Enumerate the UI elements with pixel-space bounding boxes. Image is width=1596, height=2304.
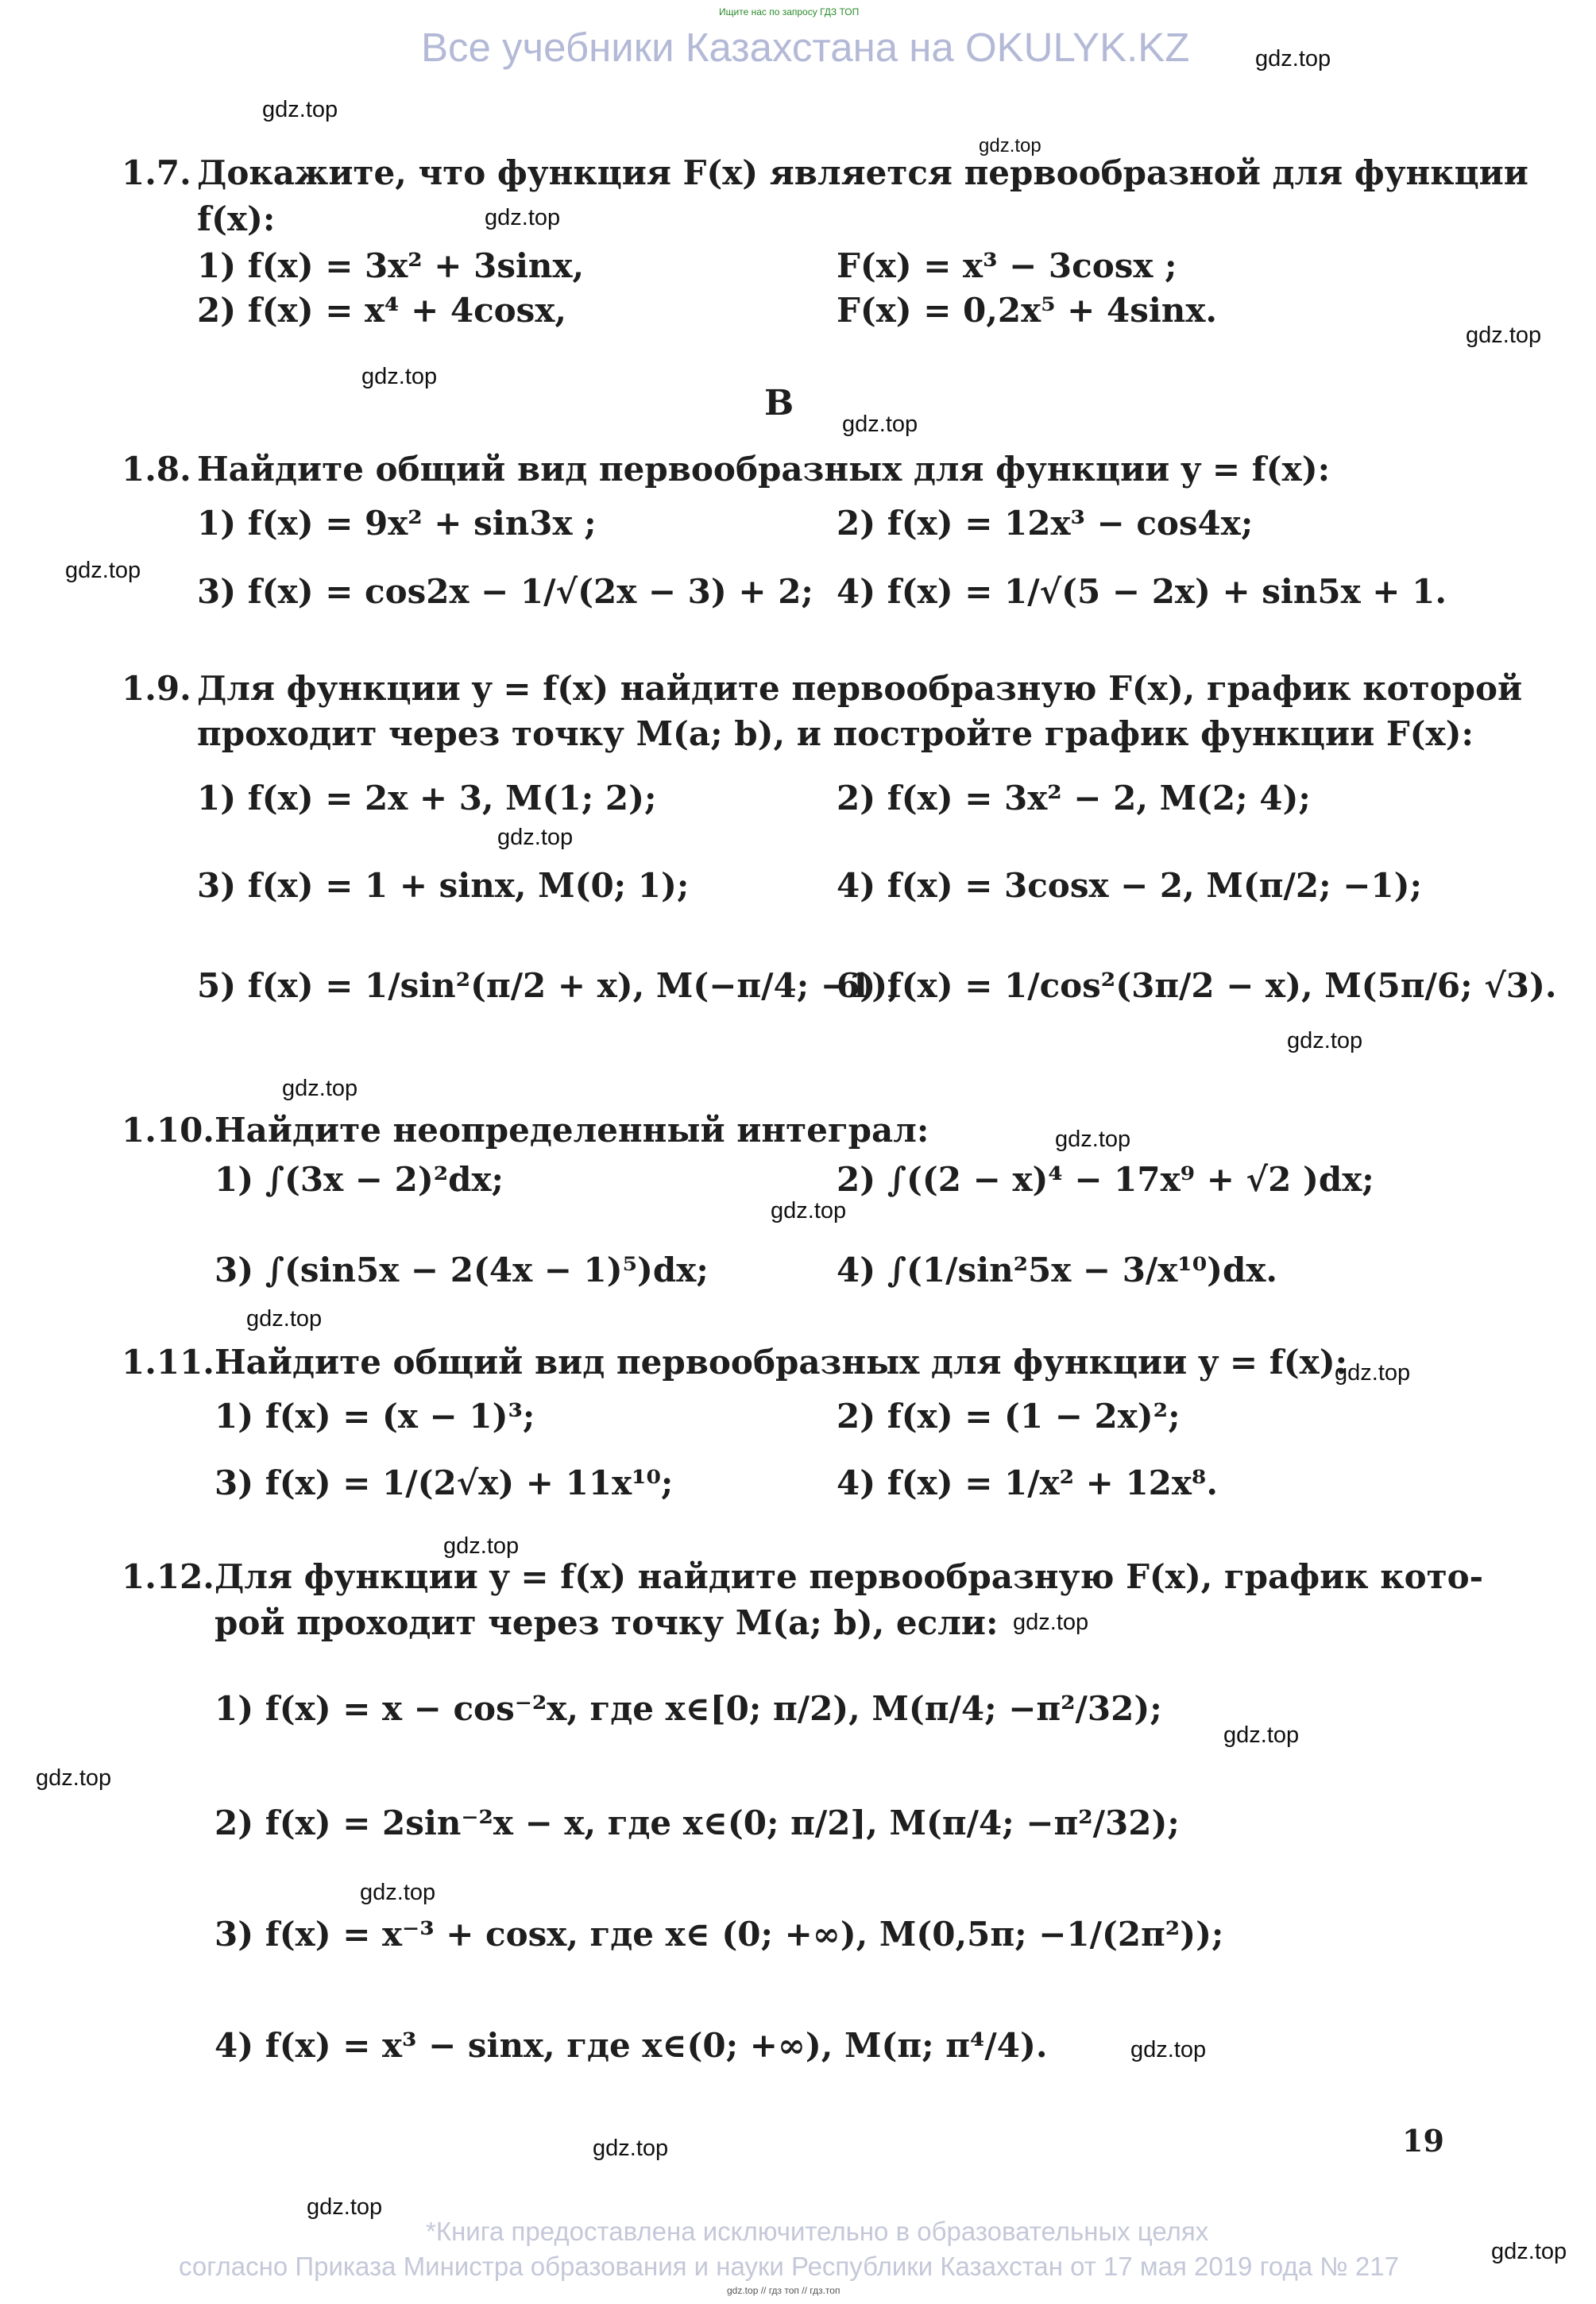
problem-text: рой проходит через точку M(a; b), если: <box>214 1603 999 1642</box>
problem-number: 1.9. <box>122 669 191 708</box>
problem-number: 1.7. <box>122 153 191 192</box>
problem-item: 2) f(x) = 12x³ − cos4x; <box>837 504 1254 543</box>
problem-item: 1) f(x) = x − cos⁻²x, где x∈[0; π/2), M(π/4; −π²/32); <box>214 1689 1162 1728</box>
problem-item: 2) f(x) = x⁴ + 4cosx, <box>197 291 566 330</box>
problem-text: проходит через точку M(a; b), и постройте график функции F(x): <box>197 714 1474 753</box>
problem-text: f(x): <box>197 199 276 238</box>
problem-item: 3) ∫(sin5x − 2(4x − 1)⁵)dx; <box>214 1251 709 1289</box>
problem-number: 1.8. <box>122 450 191 489</box>
watermark: gdz.top <box>1287 1028 1363 1053</box>
watermark: gdz.top <box>485 205 561 230</box>
problem-item: 2) f(x) = (1 − 2x)²; <box>837 1397 1181 1436</box>
watermark: gdz.top <box>842 412 918 437</box>
watermark: gdz.top <box>307 2194 383 2220</box>
watermark: gdz.top <box>771 1198 847 1224</box>
watermark: gdz.top <box>593 2136 669 2161</box>
bottom-tiny-text: gdz.top // гдз топ // гдз.топ <box>727 2285 841 2296</box>
problem-text: Найдите неопределенный интеграл: <box>214 1111 929 1150</box>
problem-item: 2) f(x) = 3x² − 2, M(2; 4); <box>837 779 1311 818</box>
problem-item: 4) f(x) = 1/√(5 − 2x) + sin5x + 1. <box>837 572 1447 611</box>
problem-number: 1.12. <box>122 1557 214 1596</box>
top-notice: Ищите нас по запросу ГДЗ ТОП <box>719 6 860 17</box>
watermark: gdz.top <box>1130 2037 1207 2062</box>
page-number: 19 <box>1402 2123 1444 2159</box>
problem-item: 1) f(x) = 9x² + sin3x ; <box>197 504 597 543</box>
problem-item: 4) f(x) = x³ − sinx, где x∈(0; +∞), M(π; π⁴/4). <box>214 2026 1048 2065</box>
problem-text: Найдите общий вид первообразных для функции y = f(x): <box>214 1343 1348 1382</box>
footer-disclaimer: *Книга предоставлена исключительно в образовательных целях <box>426 2217 1209 2246</box>
problem-item: 1) f(x) = 2x + 3, M(1; 2); <box>197 779 657 818</box>
problem-text: Для функции y = f(x) найдите первообразную F(x), график кото- <box>214 1557 1484 1596</box>
watermark: gdz.top <box>360 1880 436 1905</box>
site-banner[interactable]: Все учебники Казахстана на OKULYK.KZ <box>421 25 1190 70</box>
problem-item: 1) f(x) = 3x² + 3sinx, <box>197 246 585 285</box>
problem-text: Найдите общий вид первообразных для функции y = f(x): <box>197 450 1331 489</box>
problem-item: 2) ∫((2 − x)⁴ − 17x⁹ + √2 )dx; <box>837 1160 1374 1199</box>
problem-item: 5) f(x) = 1/sin²(π/2 + x), M(−π/4; −1); <box>197 966 900 1005</box>
problem-item: 6) f(x) = 1/cos²(3π/2 − x), M(5π/6; √3). <box>837 966 1557 1005</box>
watermark: gdz.top <box>65 558 141 583</box>
watermark: gdz.top <box>1223 1722 1300 1748</box>
problem-item: 3) f(x) = cos2x − 1/√(2x − 3) + 2; <box>197 572 813 611</box>
section-label: B <box>764 383 794 423</box>
watermark: gdz.top <box>36 1765 112 1791</box>
problem-item: 3) f(x) = 1/(2√x) + 11x¹⁰; <box>214 1463 674 1502</box>
watermark: gdz.top <box>1335 1360 1411 1386</box>
problem-text: Докажите, что функция F(x) является первообразной для функции <box>197 153 1528 192</box>
watermark: gdz.top <box>1466 323 1542 348</box>
problem-item: 2) f(x) = 2sin⁻²x − x, где x∈(0; π/2], M(π/4; −π²/32); <box>214 1803 1180 1842</box>
watermark: gdz.top <box>1013 1610 1089 1635</box>
watermark: gdz.top <box>1491 2239 1567 2264</box>
watermark: gdz.top <box>282 1076 358 1101</box>
watermark: gdz.top <box>1055 1127 1131 1152</box>
watermark: gdz.top <box>1255 46 1331 72</box>
problem-item: 3) f(x) = x⁻³ + cosx, где x∈ (0; +∞), M(0,5π; −1/(2π²)); <box>214 1915 1224 1954</box>
watermark: gdz.top <box>979 135 1041 157</box>
watermark: gdz.top <box>361 364 438 389</box>
problem-item: 1) ∫(3x − 2)²dx; <box>214 1160 504 1199</box>
problem-item: 3) f(x) = 1 + sinx, M(0; 1); <box>197 866 690 905</box>
watermark: gdz.top <box>497 825 574 850</box>
watermark: gdz.top <box>443 1533 520 1559</box>
problem-item: 1) f(x) = (x − 1)³; <box>214 1397 535 1436</box>
footer-decree: согласно Приказа Министра образования и науки Республики Казахстан от 17 мая 2019 года № 217 <box>179 2252 1399 2281</box>
problem-item: F(x) = 0,2x⁵ + 4sinx. <box>837 291 1218 330</box>
problem-item: 4) f(x) = 3cosx − 2, M(π/2; −1); <box>837 866 1422 905</box>
problem-item: 4) ∫(1/sin²5x − 3/x¹⁰)dx. <box>837 1251 1278 1289</box>
problem-number: 1.10. <box>122 1111 214 1150</box>
problem-item: 4) f(x) = 1/x² + 12x⁸. <box>837 1463 1218 1502</box>
watermark: gdz.top <box>246 1306 323 1332</box>
problem-number: 1.11. <box>122 1343 214 1382</box>
watermark: gdz.top <box>262 97 338 122</box>
problem-item: F(x) = x³ − 3cosx ; <box>837 246 1177 285</box>
problem-text: Для функции y = f(x) найдите первообразную F(x), график которой <box>197 669 1523 708</box>
